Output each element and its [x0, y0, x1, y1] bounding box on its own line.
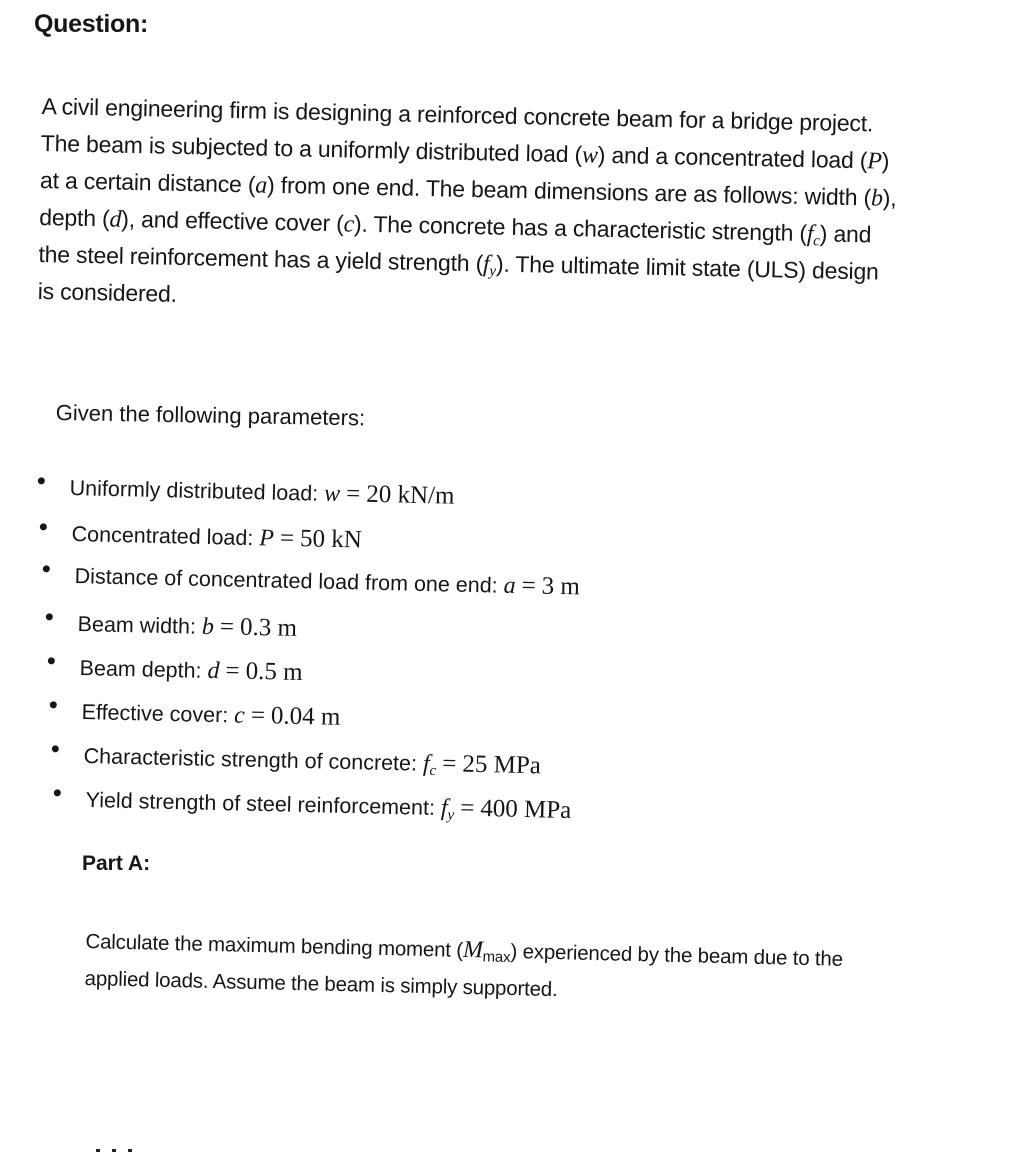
- bullet-icon: [52, 745, 59, 752]
- description-line-4: depth (d), and effective cover (c). The concrete has a characteristic strength $(f_c)$ and: [39, 203, 872, 250]
- description-line-3: at a certain distance (a) from one end. The beam dimensions are as follows: width (b),: [39, 166, 897, 212]
- param-beam-width: Beam width: b = 0.3 m: [77, 610, 297, 643]
- param-concrete-strength: Characteristic strength of concrete: $f_c = 25$ MPa: [83, 742, 541, 782]
- description-line-1: A civil engineering firm is designing a reinforced concrete beam for a bridge project.: [41, 92, 874, 137]
- bullet-icon: [48, 657, 55, 664]
- description-line-6: is considered.: [37, 277, 178, 307]
- bullet-icon: [46, 613, 53, 620]
- param-concentrated-load: Concentrated load: P = 50 kN: [71, 520, 362, 555]
- part-a-line-2: applied loads. Assume the beam is simply supported.: [84, 966, 558, 1002]
- bullet-icon: [43, 565, 50, 572]
- param-beam-depth: Beam depth: d = 0.5 m: [79, 654, 303, 687]
- description-line-2: The beam is subjected to a uniformly distributed load (w) and a concentrated load (P): [40, 129, 890, 175]
- param-load-distance: Distance of concentrated load from one end: a = 3 m: [74, 562, 580, 601]
- bullet-icon: [50, 701, 57, 708]
- param-effective-cover: Effective cover: c = 0.04 m: [81, 698, 340, 732]
- bullet-icon: [54, 789, 61, 796]
- cut-off-text-fragment: [96, 1144, 156, 1152]
- part-a-line-1: Calculate the maximum bending moment $(M_{max})$ experienced by the beam due to the: [85, 929, 844, 971]
- param-udl: Uniformly distributed load: w = 20 kN/m: [69, 474, 454, 511]
- param-steel-yield-strength: Yield strength of steel reinforcement: $f_y = 400$ MPa: [85, 786, 571, 827]
- bullet-icon: [38, 477, 45, 484]
- part-a-question: [84, 922, 1006, 1020]
- question-heading: Question:: [34, 10, 148, 38]
- problem-description: [37, 88, 991, 330]
- bullet-icon: [40, 523, 47, 530]
- part-a-title: Part A:: [82, 852, 151, 875]
- description-line-5: the steel reinforcement has a yield strength $(f_y)$. The ultimate limit state (ULS) design: [38, 240, 879, 285]
- parameters-intro: Given the following parameters:: [55, 400, 366, 431]
